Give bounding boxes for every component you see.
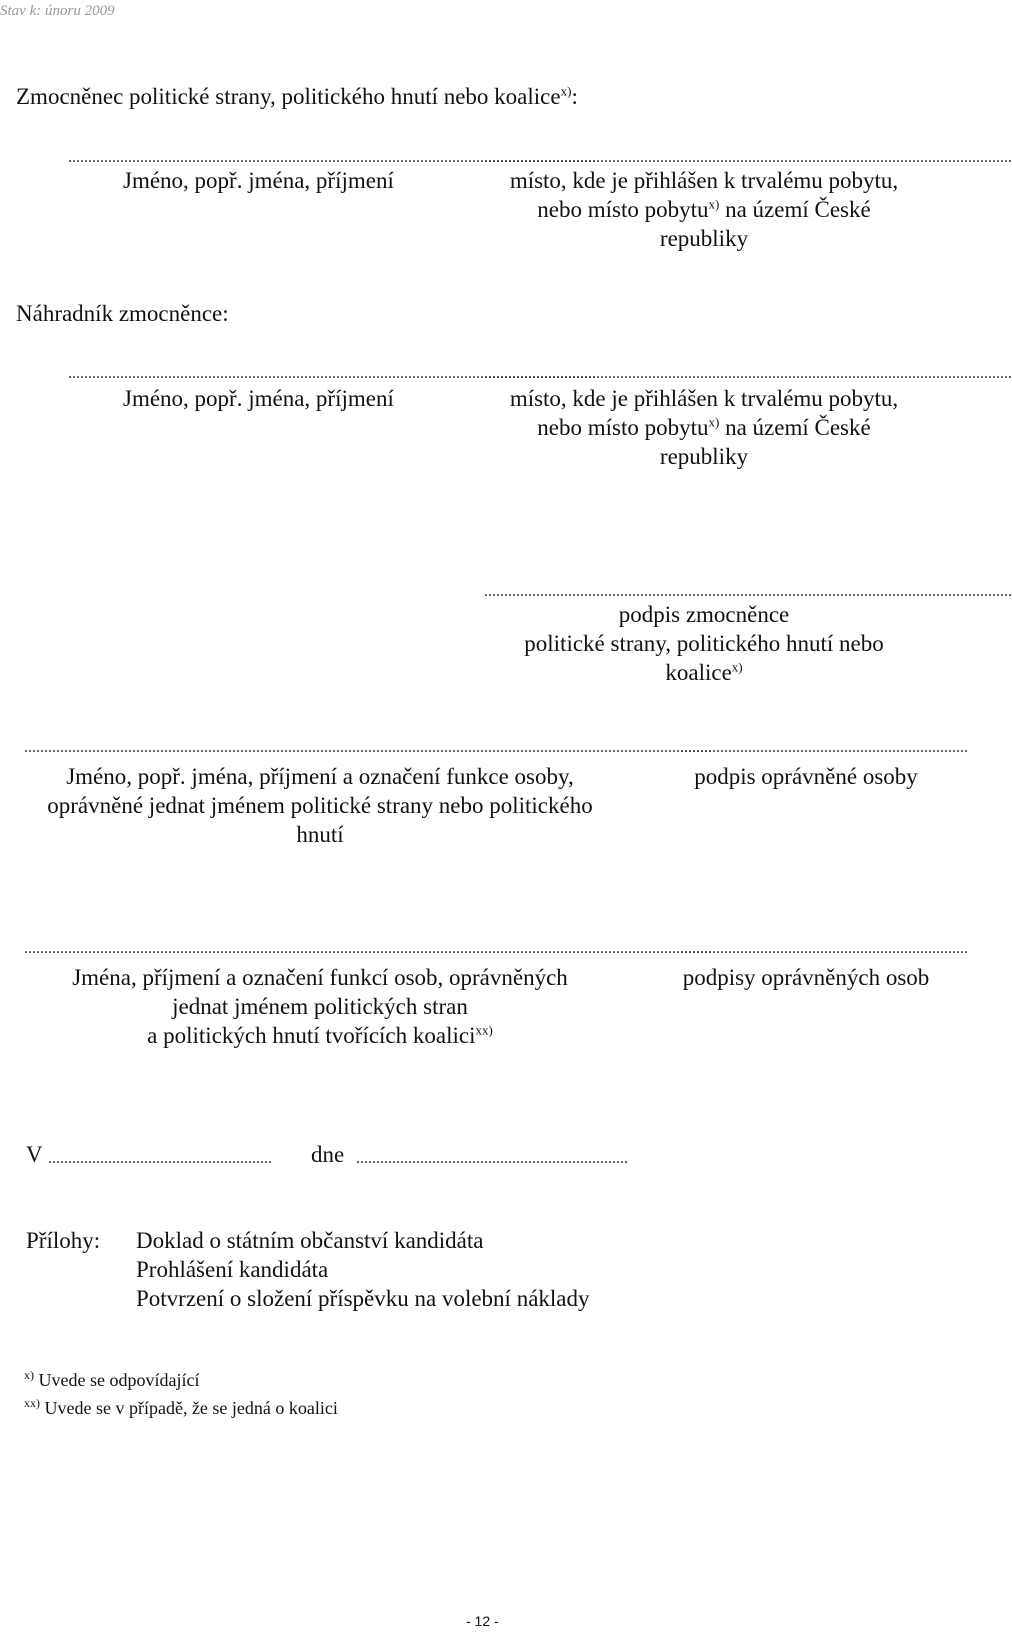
substitute-name-fill-line[interactable]: .................................................................................................................................... [68,365,596,382]
date-label: dne [311,1142,345,1167]
party-authorized-name-line-2: oprávněné jednat jménem politické strany nebo politického [47,793,593,818]
rep-address-fill-line[interactable]: .................................................................................................................................... [484,149,1012,166]
rep-signature-caption-line-1: podpis zmocněnce [618,602,790,627]
rep-signature-caption-line-2: politické strany, politického hnutí nebo [524,631,884,656]
coalition-authorized-name-line-3-text: a politických hnutí tvořících koalici [147,1023,476,1048]
coalition-authorized-name-line-2: jednat jménem politických stran [172,994,468,1019]
attachments-list [136,1226,590,1313]
rep-address-caption [474,166,934,253]
substitute-address-caption-line-2 [474,413,934,442]
footnote-text: Uvede se odpovídající [34,1370,200,1390]
rep-signature-caption-line-3-text: koalice [665,660,732,685]
substitute-title: Náhradník zmocněnce: [16,301,229,326]
substitute-name-caption: Jméno, popř. jména, příjmení [123,386,394,411]
coalition-authorized-name-line-1: Jména, příjmení a označení funkcí osob, oprávněných [72,965,568,990]
substitute-address-caption [474,384,934,471]
substitute-address-fill-line[interactable]: .................................................................................................................................... [484,365,1012,382]
substitute-address-caption-line-2a: nebo místo pobytu [537,415,709,440]
substitute-address-caption-line-2b: na území České [719,415,871,440]
coalition-authorized-name-caption [10,963,630,1050]
rep-signature-caption [484,600,924,687]
header-note: Stav k: únoru 2009 [0,3,115,19]
party-authorized-signature-fill-line[interactable]: ........................................................................ [680,739,968,756]
rep-signature-caption-line-3 [484,658,924,687]
footnote-mark: x) [708,196,720,212]
footnote [24,1394,338,1422]
place-label: V [26,1142,43,1167]
rep-address-caption-line-3: republiky [659,226,749,251]
coalition-authorized-signature-caption: podpisy oprávněných osob [682,965,930,990]
coalition-authorized-name-fill-line[interactable]: ............................................................................................................................................................................ [24,940,712,957]
attachment-item: Potvrzení o složení příspěvku na volební náklady [136,1286,590,1311]
footnote-mark: x) [560,83,572,99]
rep-address-caption-line-2b: na území České [719,197,871,222]
coalition-authorized-signature-fill-line[interactable]: ........................................................................ [680,940,968,957]
representative-title [16,82,578,111]
footnotes [24,1366,338,1422]
footnote-text: Uvede se v případě, že se jedná o koalici [40,1398,338,1418]
title-colon: : [571,84,578,109]
substitute-address-caption-line-3: republiky [659,444,749,469]
rep-address-caption-line-2a: nebo místo pobytu [537,197,709,222]
party-authorized-name-caption [10,762,630,849]
attachment-item: Prohlášení kandidáta [136,1257,329,1282]
representative-title-text: Zmocněnec politické strany, politického hnutí nebo koalice [16,84,561,109]
rep-address-caption-line-2 [474,195,934,224]
rep-name-fill-line[interactable]: .................................................................................................................................... [68,149,596,166]
place-fill-line[interactable]: ........................................................ [48,1150,272,1167]
party-authorized-signature-caption: podpis oprávněné osoby [694,764,918,789]
rep-signature-fill-line[interactable]: .................................................................................................................................... [484,583,1012,600]
footnote-mark: x) [24,1368,34,1382]
rep-name-caption: Jméno, popř. jména, příjmení [123,168,394,193]
footnote-mark: x) [708,414,720,430]
party-authorized-name-line-1: Jméno, popř. jména, příjmení a označení funkce osoby, [66,764,574,789]
footnote [24,1366,338,1394]
page-number: - 12 - [466,1613,499,1629]
footnote-mark: x) [731,659,743,675]
footnote-mark: xx) [24,1396,40,1410]
date-fill-line[interactable]: .................................................................... [356,1150,628,1167]
attachments-label: Přílohy: [26,1228,101,1253]
footnote-mark: xx) [475,1022,493,1038]
rep-address-caption-line-1: místo, kde je přihlášen k trvalému pobytu, [509,168,899,193]
coalition-authorized-name-line-3 [10,1021,630,1050]
party-authorized-name-line-3: hnutí [296,822,344,847]
attachment-item: Doklad o státním občanství kandidáta [136,1228,484,1253]
party-authorized-name-fill-line[interactable]: ............................................................................................................................................................................ [24,739,712,756]
substitute-address-caption-line-1: místo, kde je přihlášen k trvalému pobytu, [509,386,899,411]
